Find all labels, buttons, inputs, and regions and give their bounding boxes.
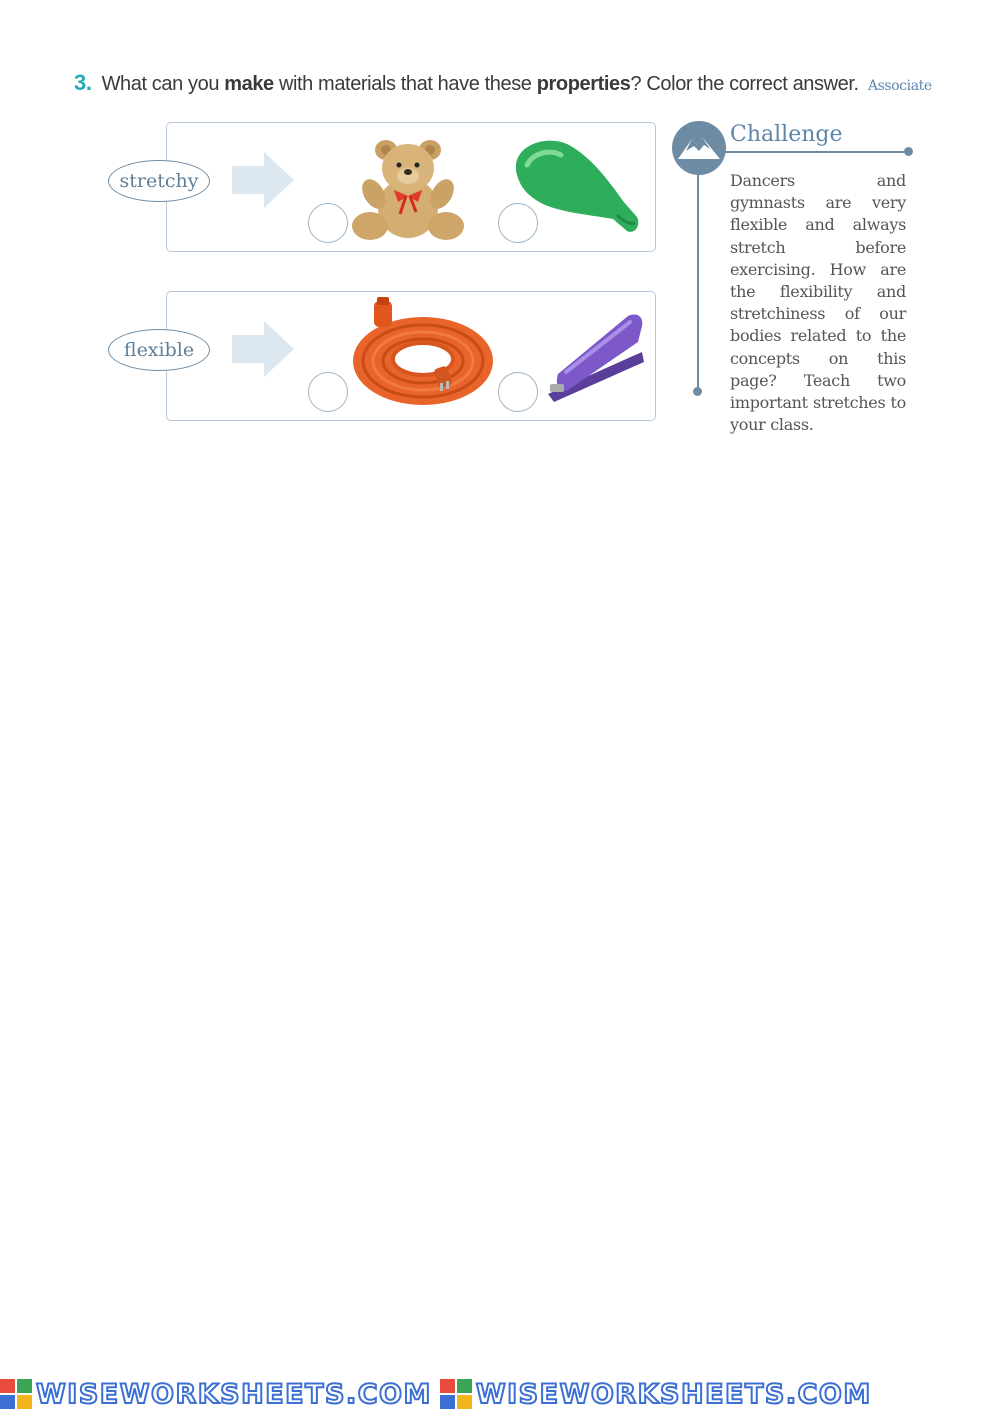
- skill-tag: Associate: [867, 78, 932, 94]
- wise-logo-icon: [0, 1379, 32, 1409]
- footer-site-text: WISEWORKSHEETS.COM: [36, 1378, 432, 1410]
- arrow-right-icon: [232, 152, 296, 208]
- challenge-divider: [724, 151, 908, 153]
- question-number: 3.: [74, 70, 92, 95]
- footer-site-text: WISEWORKSHEETS.COM: [475, 1378, 872, 1410]
- arrow-right-icon: [232, 321, 296, 377]
- footer-logo-group: [440, 1379, 872, 1410]
- answer-circle-extension-cord[interactable]: [308, 372, 348, 412]
- question-text: 3. What can you make with materials that have these properties? Color the correct answer. Associate: [74, 70, 932, 95]
- mountain-icon: [672, 121, 726, 175]
- teddy-bear-icon: [350, 138, 468, 246]
- property-label-stretchy: stretchy: [108, 160, 210, 202]
- vertical-line-endpoint: [693, 387, 702, 396]
- challenge-title: Challenge: [730, 122, 843, 147]
- keyword-properties: properties: [536, 73, 631, 95]
- extension-cord-icon: [350, 297, 496, 409]
- answer-circle-teddy-bear[interactable]: [308, 203, 348, 243]
- keyword-make: make: [224, 73, 274, 95]
- property-label-flexible: flexible: [108, 329, 210, 371]
- footer-logo-group: [0, 1379, 432, 1410]
- challenge-vertical-line: [697, 172, 699, 390]
- stapler-icon: [544, 312, 646, 404]
- footer-watermark: [0, 1378, 1000, 1410]
- answer-circle-stapler[interactable]: [498, 372, 538, 412]
- challenge-text: Dancers and gymnasts are very flexible and always stretch before exercising. How are the flexibility and stretchiness of our bodies related to the concepts on this page? Teach two important stretches to your class.: [730, 171, 906, 435]
- answer-circle-balloon[interactable]: [498, 203, 538, 243]
- divider-endpoint: [904, 147, 913, 156]
- wise-logo-icon: [440, 1379, 472, 1409]
